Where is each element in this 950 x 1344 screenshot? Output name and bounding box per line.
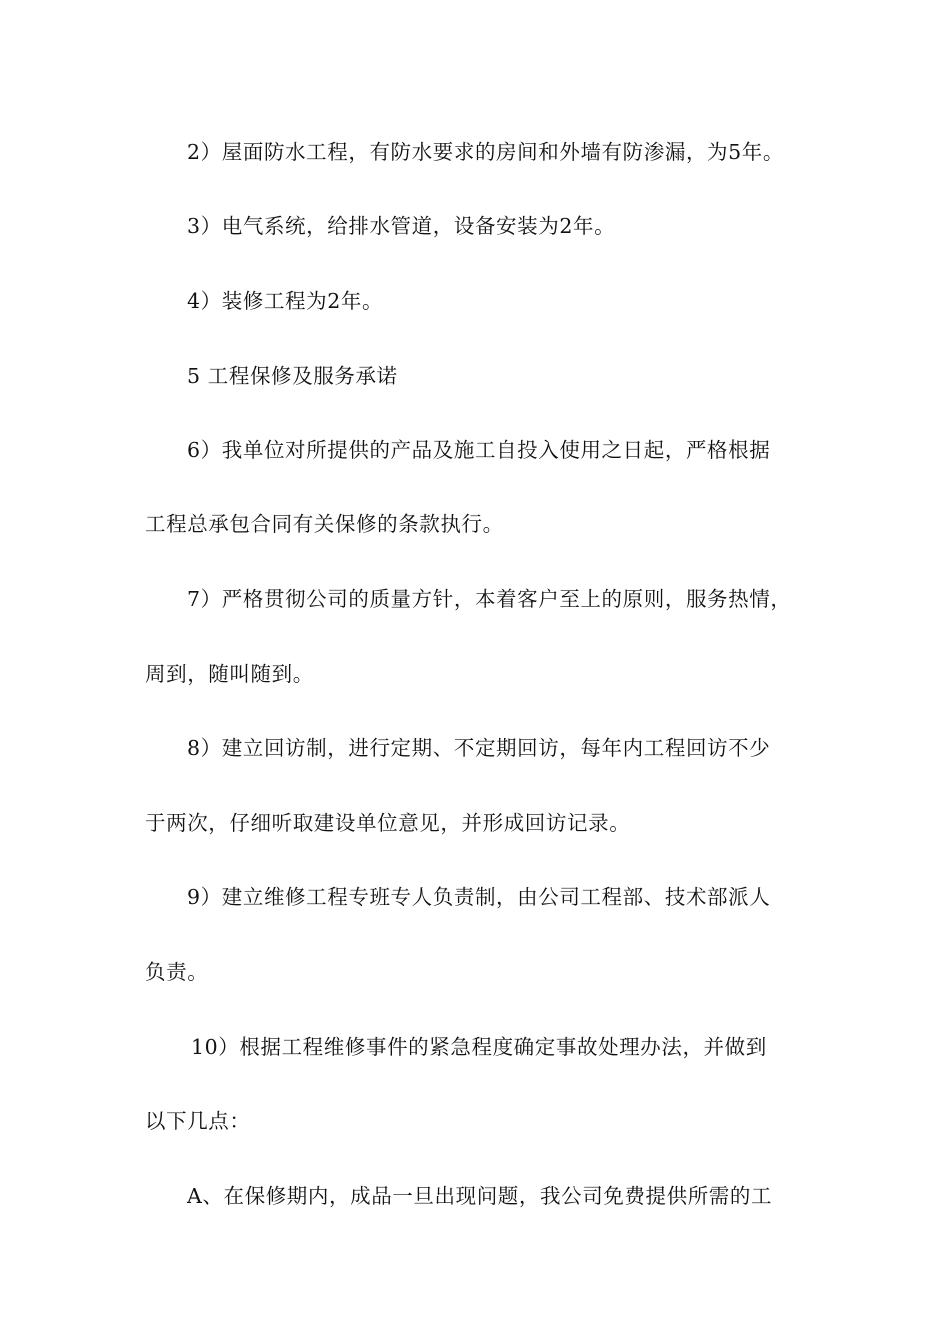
- paragraph-line: 4）装修工程为2年。: [187, 289, 384, 313]
- paragraph-line: 9）建立维修工程专班专人负责制，由公司工程部、技术部派人: [187, 885, 771, 909]
- paragraph-line: 负责。: [145, 960, 209, 984]
- paragraph-line: 2）屋面防水工程，有防水要求的房间和外墙有防渗漏，为5年。: [187, 140, 784, 164]
- paragraph-line: 7）严格贯彻公司的质量方针，本着客户至上的原则，服务热情，: [187, 587, 792, 611]
- paragraph-line: 3）电气系统，给排水管道，设备安装为2年。: [187, 214, 616, 238]
- paragraph-line: 8）建立回访制，进行定期、不定期回访，每年内工程回访不少: [187, 736, 771, 760]
- paragraph-line: 6）我单位对所提供的产品及施工自投入使用之日起，严格根据: [187, 438, 771, 462]
- paragraph-line: 10）根据工程维修事件的紧急程度确定事故处理办法，并做到: [191, 1035, 767, 1059]
- paragraph-line: 工程总承包合同有关保修的条款执行。: [145, 512, 504, 536]
- paragraph-line: 于两次，仔细听取建设单位意见，并形成回访记录。: [145, 811, 631, 835]
- section-heading: 5 工程保修及服务承诺: [187, 364, 398, 388]
- paragraph-line: A、在保修期内，成品一旦出现问题，我公司免费提供所需的工: [187, 1184, 773, 1208]
- paragraph-line: 以下几点：: [145, 1109, 251, 1133]
- paragraph-line: 周到，随叫随到。: [145, 662, 314, 686]
